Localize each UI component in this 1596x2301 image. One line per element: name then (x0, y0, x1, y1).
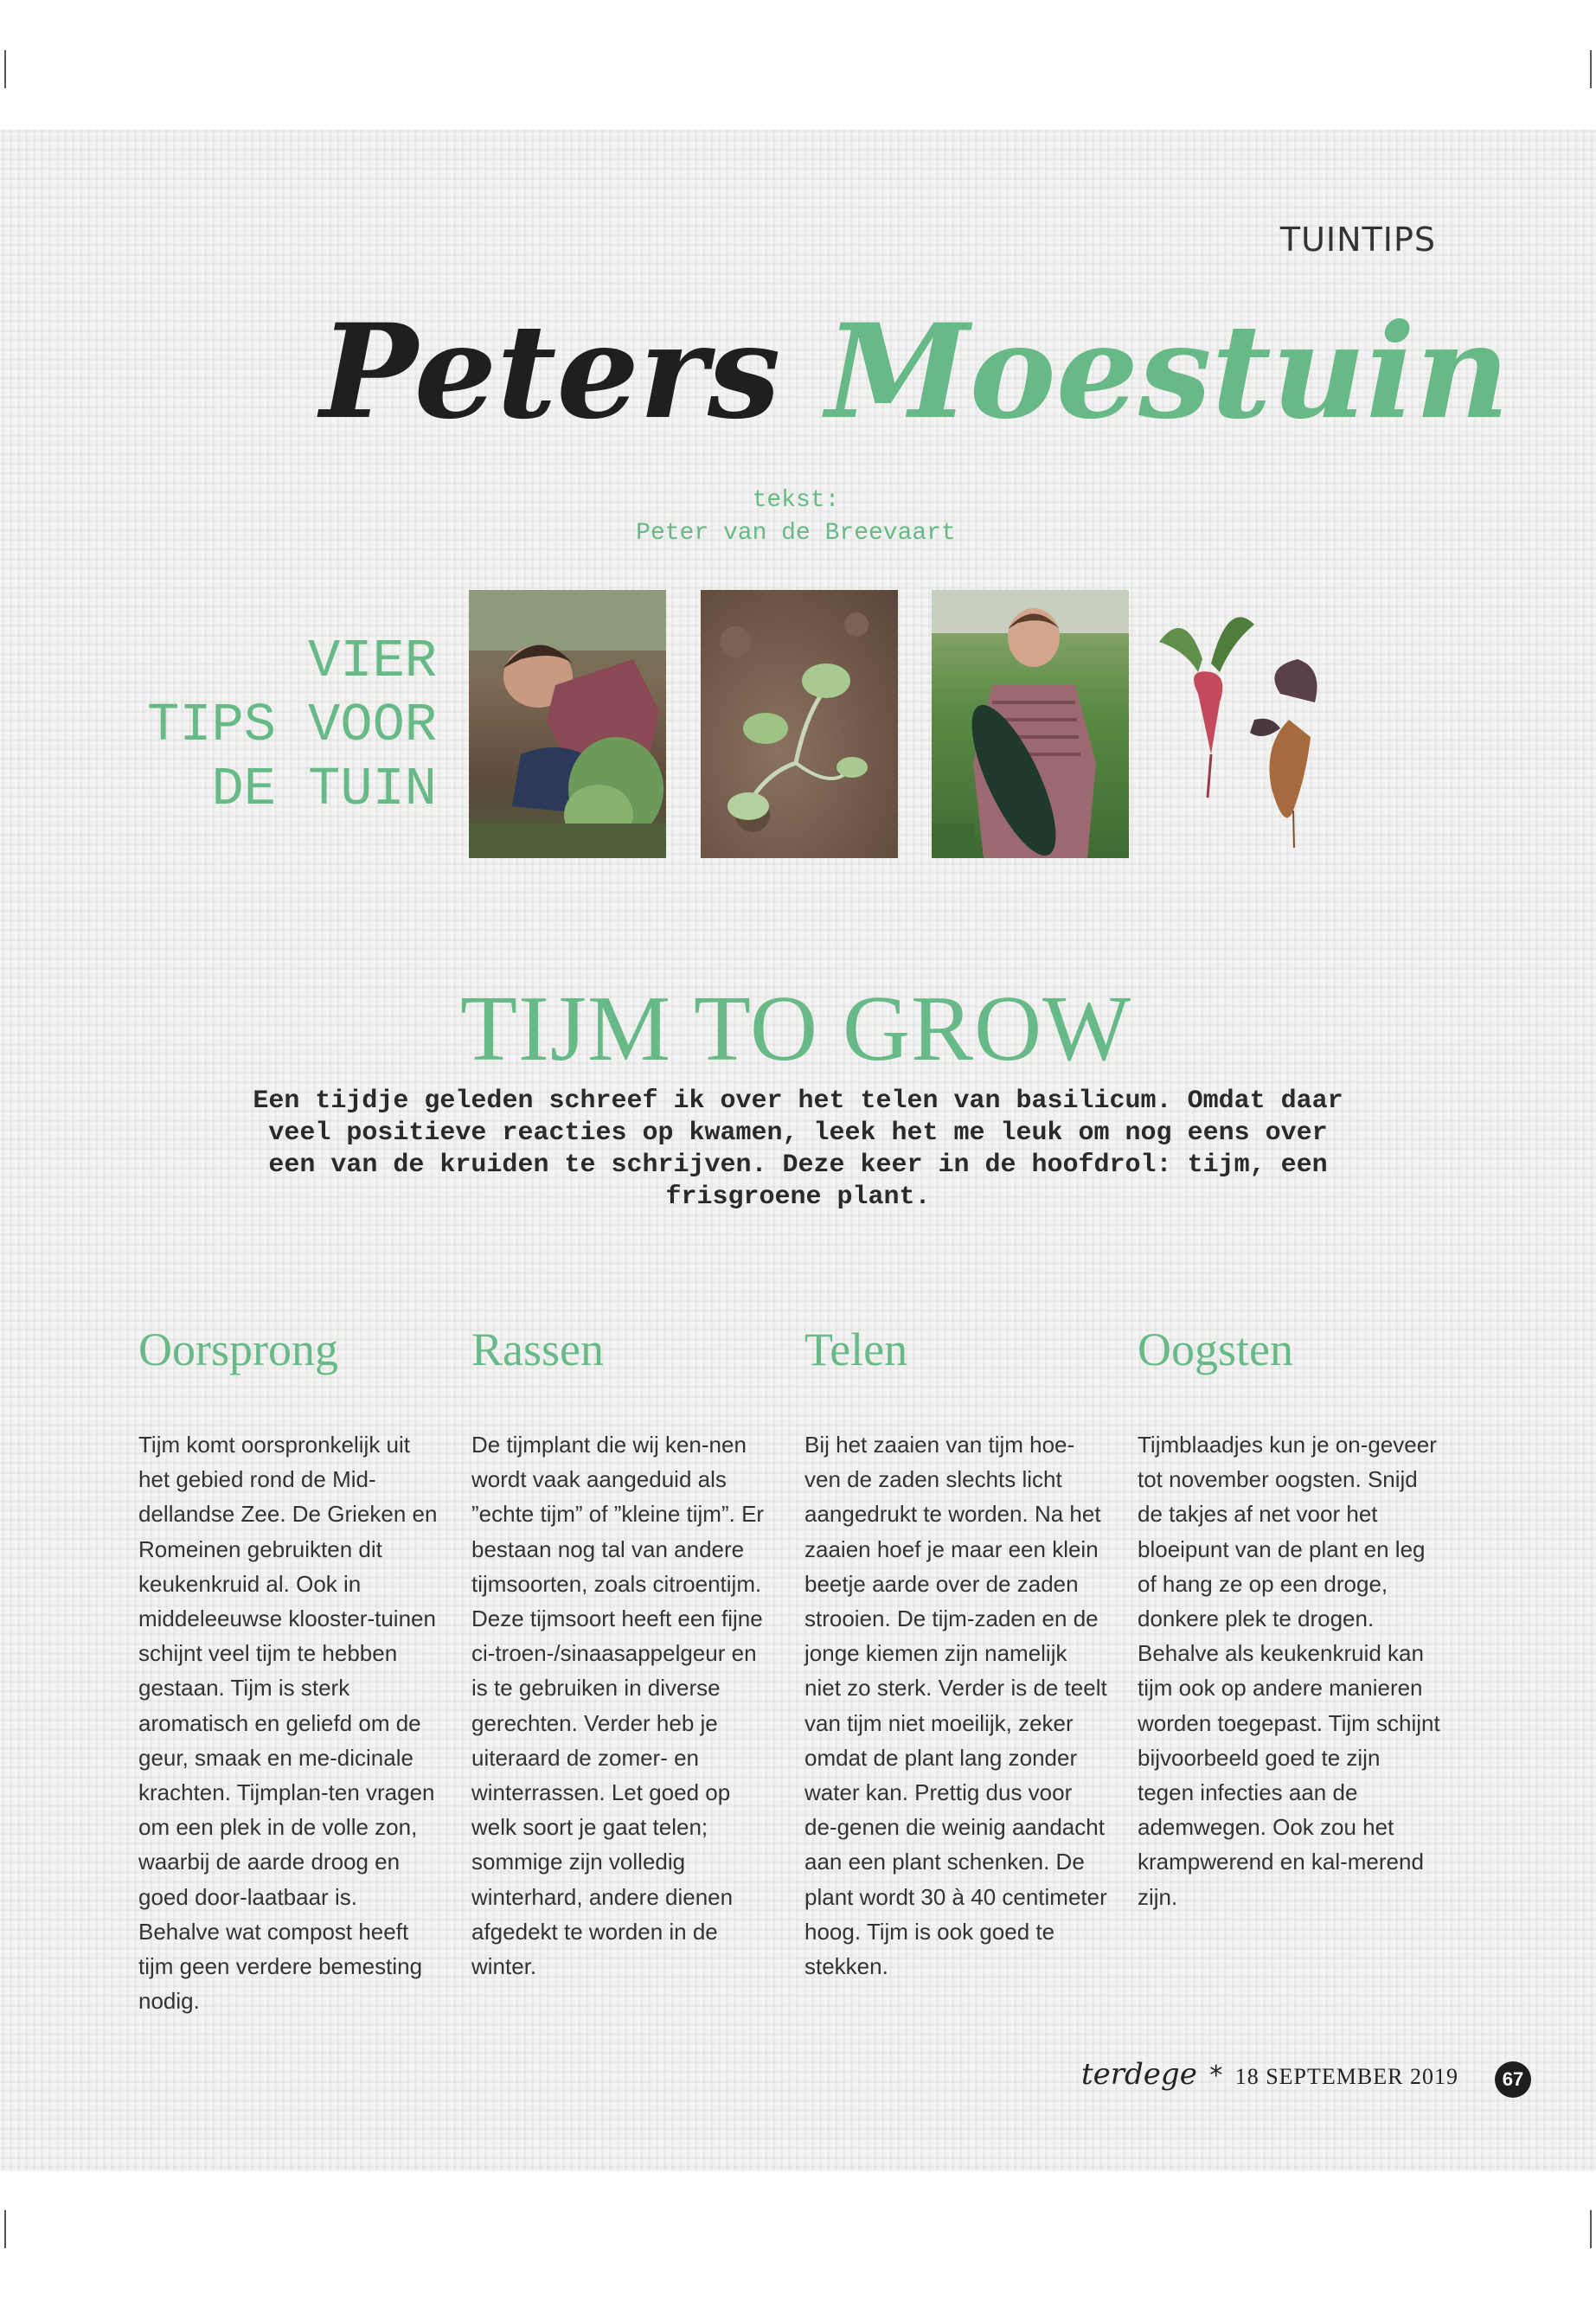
teaser-line-2: TIPS VOOR (147, 695, 437, 756)
magazine-brand: terdege (1081, 2057, 1197, 2092)
article-intro: Een tijdje geleden schreef ik over het telen van basilicum. Omdat daar veel positieve reacties op kwamen, leek het me leuk om nog eens over een van de kruiden te schrijven. Deze keer in de hoofdrol: tijm, een frisgroene plant. (253, 1086, 1343, 1212)
photo-man-with-courgette (932, 590, 1129, 858)
column-heading: Oogsten (1138, 1324, 1293, 1375)
byline-label: tekst: (752, 487, 840, 514)
column-body: Tijm komt oorspronkelijk uit het gebied rond de Mid-dellandse Zee. De Grieken en Romeinen gebruikten dit keukenkruid al. Ook in middeleeuwse klooster-tuinen schijnt veel tijm te hebben gestaan. Tijm is sterk aromatisch en geliefd om de geur, smaak en me-dicinale krachten. Tijmplan-ten vragen om een plek in de volle zon, waarbij de aarde droog en goed door-laatbaar is. Behalve wat compost heeft tijm geen verdere bemesting nodig. (138, 1432, 438, 2015)
column-body: Tijmblaadjes kun je on-geveer tot november oogsten. Snijd de takjes af net voor het bloeipunt van de plant en leg of hang ze op een droge, donkere plek te drogen. Behalve als keukenkruid kan tijm ook op andere manieren worden toegepast. Tijm schijnt bijvoorbeeld goed te zijn tegen infecties aan de ademwegen. Ook zou het krampwerend en kal-merend zijn. (1138, 1432, 1440, 1910)
column-rassen (471, 1315, 774, 1984)
photo-kneeling-gardener (469, 590, 666, 858)
title-word-moestuin: Moestuin (825, 296, 1509, 448)
beet-illustration (1151, 590, 1349, 849)
page-number: 67 (1495, 2061, 1531, 2098)
column-body: Bij het zaaien van tijm hoe-ven de zaden slechts licht aangedrukt te worden. Na het zaaien hoef je maar een klein beetje aarde over de zaden strooien. De tijm-zaden en de jonge kiemen zijn namelijk niet zo sterk. Verder is de teelt van tijm niet moeilijk, zeker omdat de plant lang zonder water kan. Prettig dus voor de-genen die weinig aandacht aan een plant schenken. De plant wordt 30 à 40 centimeter hoog. Tijm is ook goed te stekken. (804, 1432, 1107, 1980)
issue-date: 18 SEPTEMBER 2019 (1234, 2064, 1458, 2089)
byline (536, 484, 1055, 550)
section-label: TUINTIPS (1279, 221, 1436, 259)
footer-separator: * (1209, 2061, 1223, 2091)
teaser-text (138, 630, 437, 822)
crop-mark-bottom-left (4, 2210, 6, 2248)
teaser-line-1: VIER (308, 631, 437, 692)
column-oogsten (1138, 1315, 1440, 1914)
column-heading: Telen (804, 1324, 908, 1375)
crop-mark-top-left (4, 50, 6, 88)
crop-mark-bottom-right (1590, 2210, 1592, 2248)
column-heading: Oorsprong (138, 1324, 338, 1375)
crop-mark-top-right (1590, 50, 1592, 88)
article-headline: TIJM TO GROW (459, 977, 1131, 1080)
column-heading: Rassen (471, 1324, 604, 1375)
column-oorsprong (138, 1315, 441, 2018)
column-telen (804, 1315, 1107, 1984)
column-body: De tijmplant die wij ken-nen wordt vaak aangeduid als ”echte tijm” of ”kleine tijm”. Er bestaan nog tal van andere tijmsoorten, zoals citroentijm. Deze tijmsoort heeft een fijne ci-troen-/sinaasappelgeur en is te gebruiken in diverse gerechten. Verder heb je uiteraard de zomer- en winterrassen. Let goed op welk soort je gaat telen; sommige zijn volledig winterhard, andere dienen afgedekt te worden in de winter. (471, 1432, 765, 1980)
photo-seedling (701, 590, 898, 858)
title-word-peters: Peters (320, 296, 781, 448)
byline-author: Peter van de Breevaart (636, 520, 956, 547)
teaser-line-3: DE TUIN (211, 759, 437, 820)
page-footer (1081, 2057, 1458, 2092)
page-title (320, 294, 1509, 450)
